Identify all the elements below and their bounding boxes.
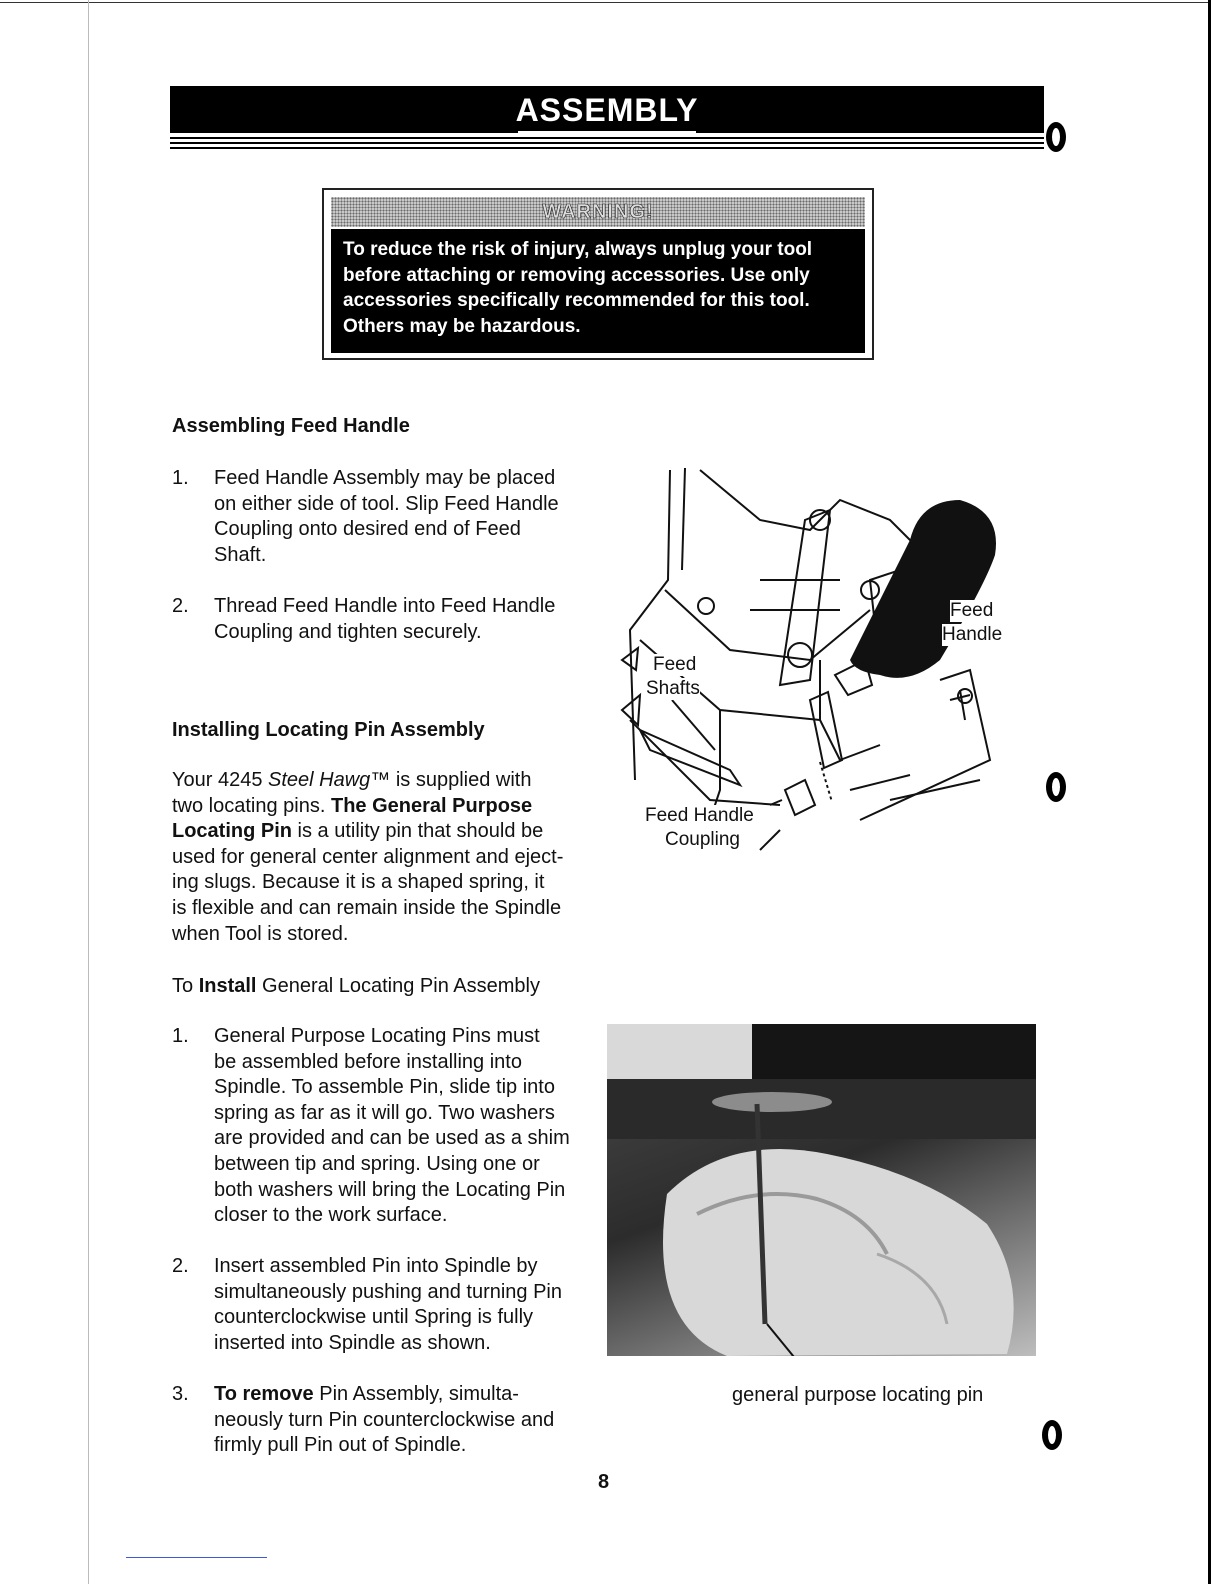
- page-number: 8: [598, 1471, 610, 1493]
- binder-hole-icon: [1046, 772, 1066, 802]
- label-feed-shafts: Feed: [653, 654, 697, 675]
- warning-text: [331, 229, 865, 353]
- locating-pin-intro: Your 4245 Steel Hawg™ is supplied with two locating pins. The General Purpose Locating Pin is a utility pin that should be used for general center alignment and eject- ing slugs. Because it is a shaped spring, it is flexible and can remain inside the Spindle when Tool is stored.: [172, 769, 564, 945]
- binder-hole-icon: [1042, 1420, 1062, 1450]
- step-number: 1.: [172, 1025, 189, 1047]
- label-feed-handle: Feed: [950, 600, 994, 621]
- warning-line: To reduce the risk of injury, always unplug your tool: [343, 239, 813, 260]
- header-rule-3: [170, 147, 1044, 149]
- step-number: 2.: [172, 595, 189, 617]
- page-left-edge: [88, 0, 89, 1584]
- locating-pin-step-1: General Purpose Locating Pins must be assembled before installing into Spindle. To assemble Pin, slide tip into spring as far as it will go. Two washers are provided and can be used as a shim between tip and spring. Using one or both washers will bring the Locating Pin closer to the work surface.: [214, 1025, 570, 1227]
- header-rule-2: [170, 142, 1044, 144]
- warning-line: accessories specifically recommended for this tool.: [343, 290, 810, 311]
- feed-handle-heading: Assembling Feed Handle: [172, 415, 410, 437]
- page-top-edge: [0, 2, 1210, 3]
- feed-handle-step-1: Feed Handle Assembly may be placed on either side of tool. Slip Feed Handle Coupling onto desired end of Feed Shaft.: [214, 467, 559, 566]
- bottom-link-line: [126, 1557, 267, 1558]
- photo-illustration: [607, 1024, 1036, 1356]
- label-feed-handle: Handle: [942, 624, 1003, 645]
- photo-caption: general purpose locating pin: [732, 1384, 984, 1406]
- step-number: 2.: [172, 1255, 189, 1277]
- label-feed-shafts: Shafts: [646, 678, 700, 699]
- page-right-edge: [1208, 0, 1211, 1584]
- feed-handle-step-2: Thread Feed Handle into Feed Handle Coupling and tighten securely.: [214, 595, 556, 643]
- warning-title: WARNING!: [331, 197, 865, 227]
- label-coupling: Coupling: [665, 829, 740, 850]
- header-rule-1: [170, 137, 1044, 139]
- binder-hole-icon: [1046, 122, 1066, 152]
- page-title: ASSEMBLY: [515, 92, 699, 128]
- title-underline: [518, 131, 696, 133]
- label-coupling: Feed Handle: [645, 805, 754, 826]
- locating-pin-step-3: To remove Pin Assembly, simulta- neously turn Pin counterclockwise and firmly pull Pin out of Spindle.: [214, 1383, 555, 1457]
- locating-pin-heading: Installing Locating Pin Assembly: [172, 719, 485, 741]
- warning-line: Others may be hazardous.: [343, 315, 581, 337]
- locating-pin-photo: [607, 1024, 1036, 1356]
- install-line: To Install General Locating Pin Assembly: [172, 975, 540, 997]
- step-number: 1.: [172, 467, 189, 489]
- step-number: 3.: [172, 1383, 189, 1405]
- warning-line: before attaching or removing accessories. Use only: [343, 264, 810, 286]
- locating-pin-step-2: Insert assembled Pin into Spindle by simultaneously pushing and turning Pin counterclockwise until Spring is fully inserted into Spindle as shown.: [214, 1255, 562, 1354]
